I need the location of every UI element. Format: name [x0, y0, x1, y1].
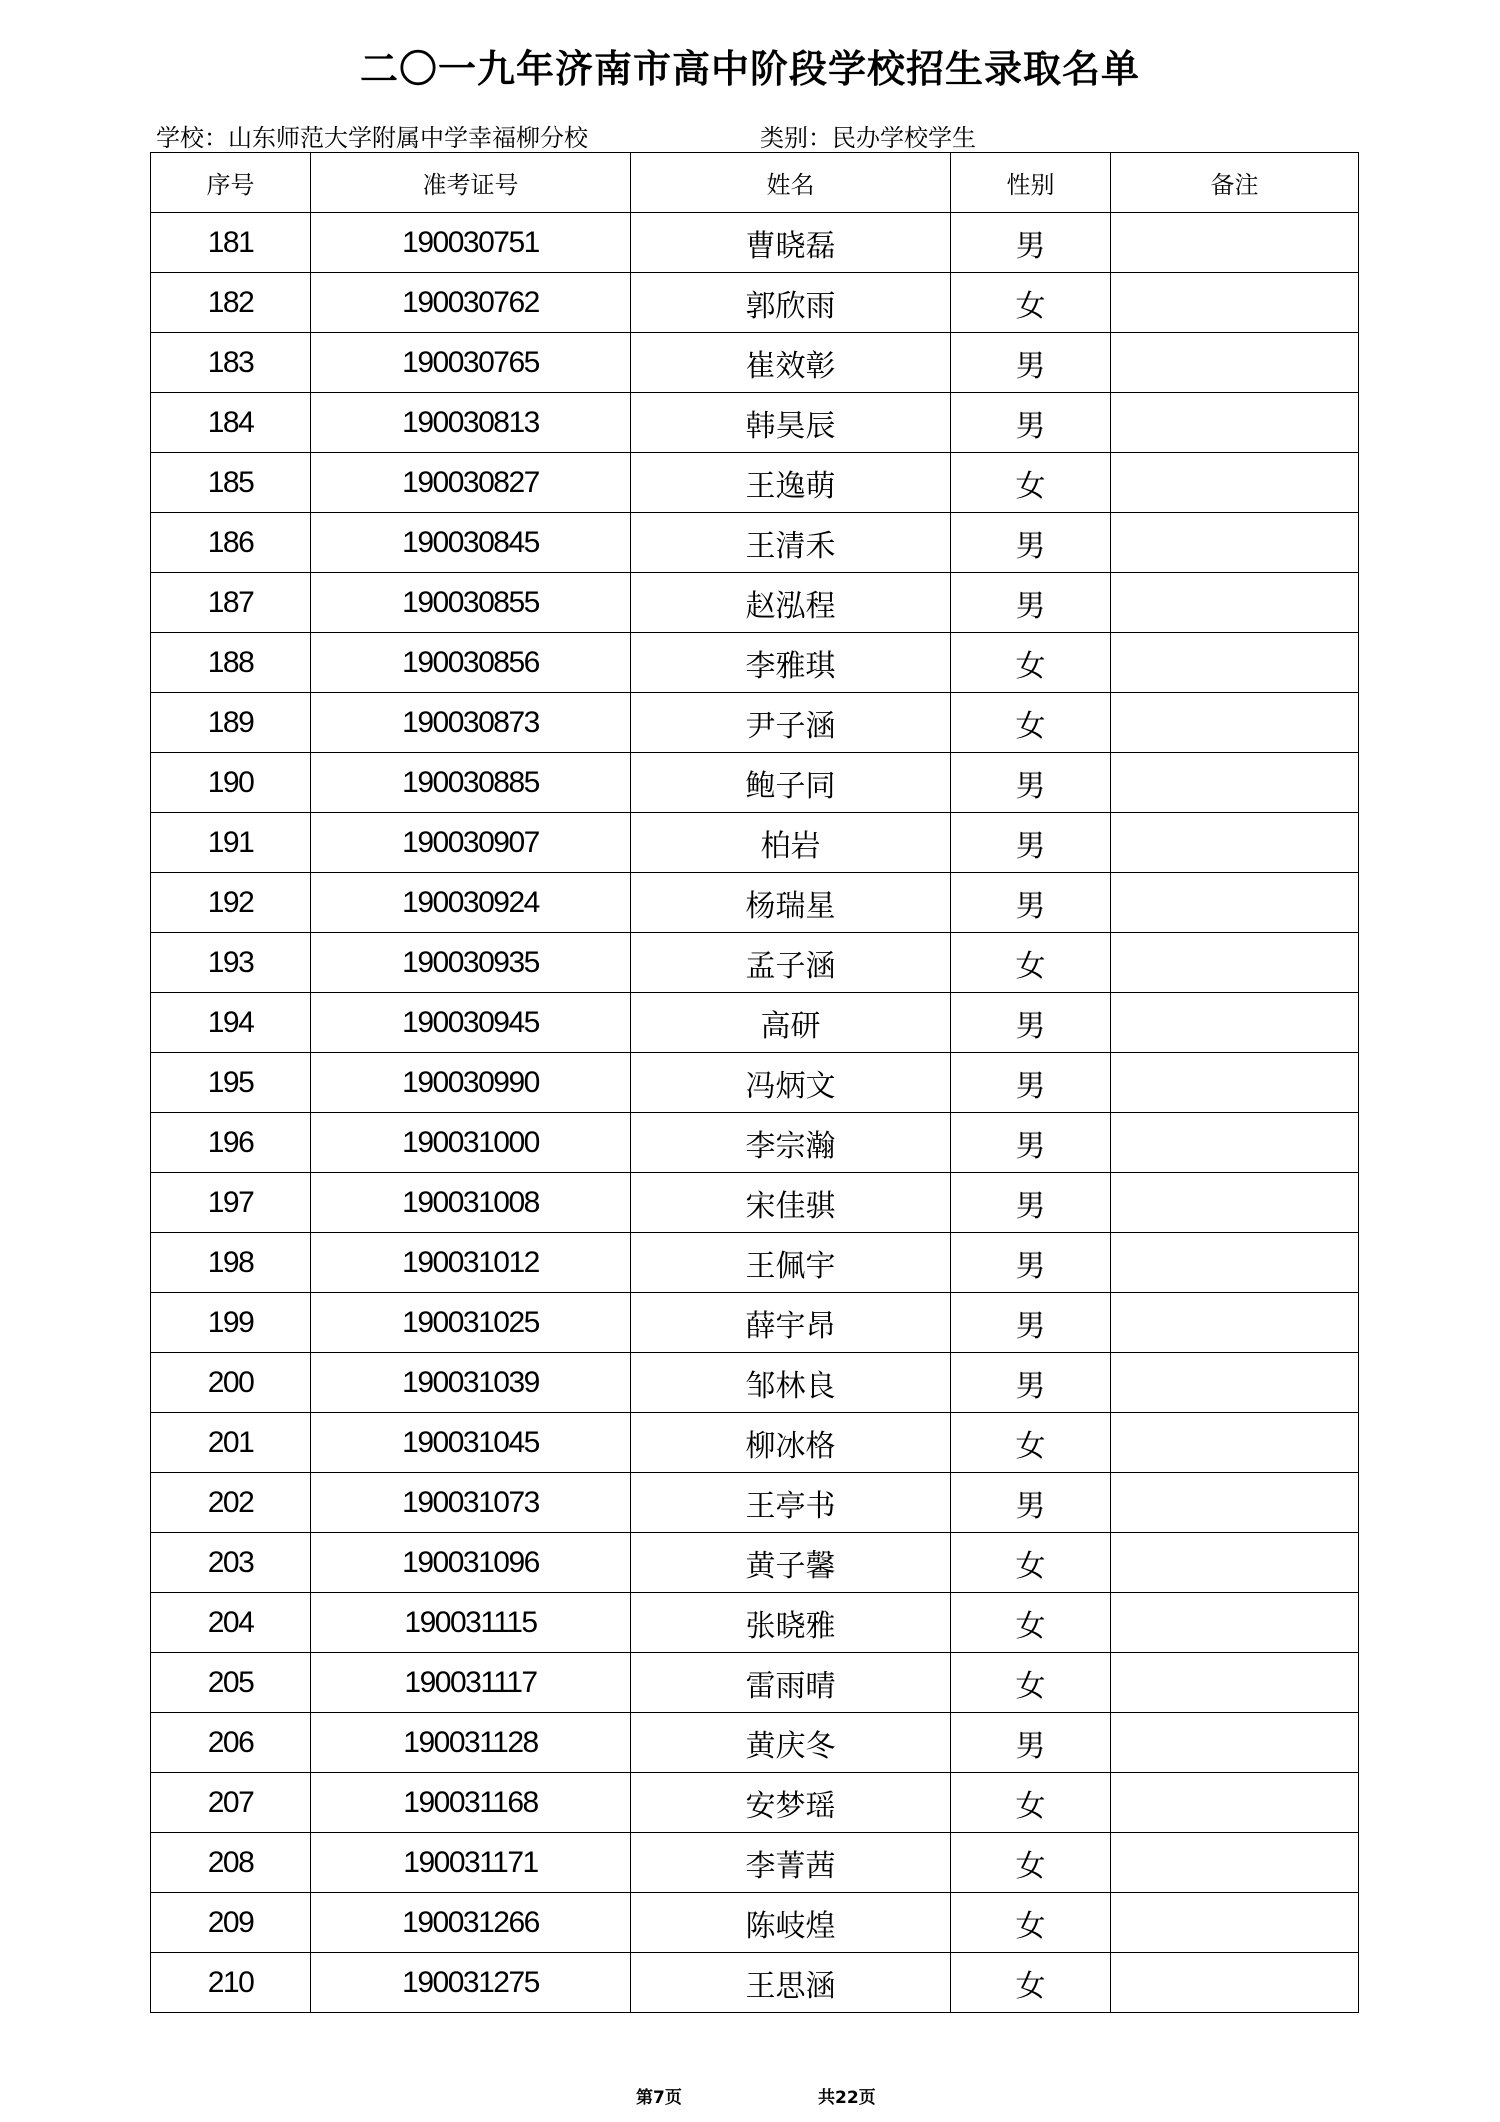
cell-gender: 女	[951, 933, 1111, 993]
cell-name: 陈岐煌	[631, 1893, 951, 1953]
cell-name: 柳冰格	[631, 1413, 951, 1473]
table-row	[151, 273, 1359, 333]
cell-index: 194	[151, 993, 311, 1053]
table-row	[151, 1173, 1359, 1233]
cell-exam-id: 190030813	[311, 393, 631, 453]
admission-table	[150, 152, 1359, 2013]
cell-name: 张晓雅	[631, 1593, 951, 1653]
cell-exam-id: 190031266	[311, 1893, 631, 1953]
cell-exam-id: 190031045	[311, 1413, 631, 1473]
cell-index: 192	[151, 873, 311, 933]
cell-exam-id: 190030762	[311, 273, 631, 333]
table-header	[151, 153, 1359, 213]
table-row	[151, 933, 1359, 993]
cell-remark	[1111, 1653, 1359, 1713]
cell-exam-id: 190030845	[311, 513, 631, 573]
cell-remark	[1111, 813, 1359, 873]
cell-index: 186	[151, 513, 311, 573]
cell-gender: 女	[951, 1833, 1111, 1893]
cell-exam-id: 190030885	[311, 753, 631, 813]
cell-gender: 女	[951, 693, 1111, 753]
table-row	[151, 393, 1359, 453]
cell-gender: 男	[951, 213, 1111, 273]
cell-exam-id: 190031000	[311, 1113, 631, 1173]
cell-exam-id: 190030855	[311, 573, 631, 633]
cell-remark	[1111, 1233, 1359, 1293]
page-title: 二〇一九年济南市高中阶段学校招生录取名单	[359, 47, 1140, 91]
cell-name: 冯炳文	[631, 1053, 951, 1113]
cell-exam-id: 190031115	[311, 1593, 631, 1653]
page-total: 共22页	[818, 2088, 876, 2108]
table-row	[151, 1233, 1359, 1293]
cell-index: 183	[151, 333, 311, 393]
cell-remark	[1111, 1293, 1359, 1353]
cell-exam-id: 190030751	[311, 213, 631, 273]
cell-remark	[1111, 873, 1359, 933]
cell-name: 崔效彰	[631, 333, 951, 393]
cell-name: 孟子涵	[631, 933, 951, 993]
cell-index: 202	[151, 1473, 311, 1533]
cell-remark	[1111, 1353, 1359, 1413]
cell-remark	[1111, 633, 1359, 693]
table-row	[151, 1473, 1359, 1533]
table-row	[151, 213, 1359, 273]
cell-exam-id: 190031073	[311, 1473, 631, 1533]
cell-gender: 女	[951, 1893, 1111, 1953]
table-row	[151, 1293, 1359, 1353]
cell-exam-id: 190031117	[311, 1653, 631, 1713]
cell-gender: 男	[951, 1473, 1111, 1533]
cell-gender: 女	[951, 1593, 1111, 1653]
column-header-name: 姓名	[631, 153, 951, 213]
cell-name: 郭欣雨	[631, 273, 951, 333]
cell-remark	[1111, 573, 1359, 633]
cell-gender: 女	[951, 1653, 1111, 1713]
cell-exam-id: 190030827	[311, 453, 631, 513]
table-row	[151, 1833, 1359, 1893]
category-label: 类别：民办学校学生	[760, 124, 976, 152]
cell-index: 193	[151, 933, 311, 993]
cell-name: 曹晓磊	[631, 213, 951, 273]
cell-remark	[1111, 453, 1359, 513]
cell-index: 189	[151, 693, 311, 753]
cell-gender: 男	[951, 333, 1111, 393]
cell-remark	[1111, 993, 1359, 1053]
cell-exam-id: 190031025	[311, 1293, 631, 1353]
cell-remark	[1111, 333, 1359, 393]
table-row	[151, 1773, 1359, 1833]
cell-remark	[1111, 393, 1359, 453]
cell-name: 黄庆冬	[631, 1713, 951, 1773]
cell-exam-id: 190031012	[311, 1233, 631, 1293]
column-header-remark: 备注	[1111, 153, 1359, 213]
cell-name: 李菁茜	[631, 1833, 951, 1893]
cell-gender: 女	[951, 453, 1111, 513]
cell-remark	[1111, 213, 1359, 273]
cell-index: 210	[151, 1953, 311, 2013]
cell-exam-id: 190031039	[311, 1353, 631, 1413]
cell-name: 尹子涵	[631, 693, 951, 753]
cell-exam-id: 190030935	[311, 933, 631, 993]
table-row	[151, 513, 1359, 573]
cell-name: 薛宇昂	[631, 1293, 951, 1353]
cell-gender: 女	[951, 1953, 1111, 2013]
column-header-gender: 性别	[951, 153, 1111, 213]
cell-gender: 男	[951, 1113, 1111, 1173]
cell-remark	[1111, 1113, 1359, 1173]
cell-remark	[1111, 1833, 1359, 1893]
cell-gender: 男	[951, 1173, 1111, 1233]
cell-remark	[1111, 513, 1359, 573]
cell-exam-id: 190030945	[311, 993, 631, 1053]
cell-remark	[1111, 1953, 1359, 2013]
table-row	[151, 1053, 1359, 1113]
column-header-index: 序号	[151, 153, 311, 213]
cell-exam-id: 190030924	[311, 873, 631, 933]
cell-exam-id: 190031168	[311, 1773, 631, 1833]
cell-name: 邹林良	[631, 1353, 951, 1413]
cell-gender: 男	[951, 813, 1111, 873]
cell-index: 182	[151, 273, 311, 333]
cell-index: 206	[151, 1713, 311, 1773]
cell-gender: 女	[951, 1533, 1111, 1593]
table-row	[151, 1413, 1359, 1473]
cell-gender: 男	[951, 393, 1111, 453]
cell-index: 198	[151, 1233, 311, 1293]
table-row	[151, 753, 1359, 813]
cell-gender: 男	[951, 753, 1111, 813]
cell-remark	[1111, 1713, 1359, 1773]
cell-name: 黄子馨	[631, 1533, 951, 1593]
cell-remark	[1111, 933, 1359, 993]
page-number: 第7页	[636, 2088, 682, 2108]
cell-exam-id: 190030907	[311, 813, 631, 873]
cell-remark	[1111, 273, 1359, 333]
cell-name: 王思涵	[631, 1953, 951, 2013]
table-row	[151, 333, 1359, 393]
cell-exam-id: 190031096	[311, 1533, 631, 1593]
cell-index: 197	[151, 1173, 311, 1233]
cell-name: 宋佳骐	[631, 1173, 951, 1233]
cell-gender: 男	[951, 513, 1111, 573]
cell-gender: 女	[951, 273, 1111, 333]
cell-exam-id: 190030856	[311, 633, 631, 693]
cell-gender: 男	[951, 1353, 1111, 1413]
table-row	[151, 1653, 1359, 1713]
cell-index: 208	[151, 1833, 311, 1893]
cell-index: 203	[151, 1533, 311, 1593]
cell-remark	[1111, 1053, 1359, 1113]
cell-exam-id: 190031275	[311, 1953, 631, 2013]
table-row	[151, 453, 1359, 513]
table-row	[151, 1113, 1359, 1173]
cell-index: 181	[151, 213, 311, 273]
cell-name: 安梦瑶	[631, 1773, 951, 1833]
cell-exam-id: 190030873	[311, 693, 631, 753]
cell-gender: 男	[951, 1053, 1111, 1113]
cell-gender: 男	[951, 993, 1111, 1053]
cell-index: 191	[151, 813, 311, 873]
cell-gender: 女	[951, 1773, 1111, 1833]
table-row	[151, 633, 1359, 693]
table-row	[151, 1593, 1359, 1653]
cell-index: 207	[151, 1773, 311, 1833]
cell-gender: 男	[951, 573, 1111, 633]
table-row	[151, 1713, 1359, 1773]
cell-remark	[1111, 753, 1359, 813]
cell-index: 188	[151, 633, 311, 693]
cell-remark	[1111, 1473, 1359, 1533]
cell-exam-id: 190031171	[311, 1833, 631, 1893]
table-row	[151, 693, 1359, 753]
table-row	[151, 1893, 1359, 1953]
cell-index: 190	[151, 753, 311, 813]
cell-index: 187	[151, 573, 311, 633]
cell-remark	[1111, 1893, 1359, 1953]
cell-name: 王亭书	[631, 1473, 951, 1533]
cell-name: 雷雨晴	[631, 1653, 951, 1713]
cell-name: 赵泓程	[631, 573, 951, 633]
cell-remark	[1111, 1593, 1359, 1653]
cell-index: 205	[151, 1653, 311, 1713]
column-header-exam-id: 准考证号	[311, 153, 631, 213]
cell-name: 李宗瀚	[631, 1113, 951, 1173]
cell-gender: 女	[951, 633, 1111, 693]
cell-name: 李雅琪	[631, 633, 951, 693]
cell-name: 王逸萌	[631, 453, 951, 513]
cell-remark	[1111, 1533, 1359, 1593]
cell-exam-id: 190031008	[311, 1173, 631, 1233]
cell-gender: 女	[951, 1413, 1111, 1473]
cell-name: 杨瑞星	[631, 873, 951, 933]
table-row	[151, 813, 1359, 873]
header-row	[151, 153, 1359, 213]
cell-remark	[1111, 693, 1359, 753]
cell-exam-id: 190031128	[311, 1713, 631, 1773]
table-row	[151, 993, 1359, 1053]
cell-index: 200	[151, 1353, 311, 1413]
cell-remark	[1111, 1173, 1359, 1233]
cell-index: 184	[151, 393, 311, 453]
cell-gender: 男	[951, 1293, 1111, 1353]
school-label: 学校：山东师范大学附属中学幸福柳分校	[156, 124, 588, 152]
cell-exam-id: 190030765	[311, 333, 631, 393]
cell-index: 201	[151, 1413, 311, 1473]
table-row	[151, 1353, 1359, 1413]
cell-remark	[1111, 1773, 1359, 1833]
cell-index: 185	[151, 453, 311, 513]
cell-index: 195	[151, 1053, 311, 1113]
table-row	[151, 1953, 1359, 2013]
table-row	[151, 873, 1359, 933]
table-row	[151, 1533, 1359, 1593]
table-body	[151, 213, 1359, 2013]
cell-name: 柏岩	[631, 813, 951, 873]
cell-exam-id: 190030990	[311, 1053, 631, 1113]
cell-remark	[1111, 1413, 1359, 1473]
cell-name: 王佩宇	[631, 1233, 951, 1293]
cell-gender: 男	[951, 873, 1111, 933]
cell-index: 204	[151, 1593, 311, 1653]
cell-gender: 男	[951, 1233, 1111, 1293]
cell-index: 196	[151, 1113, 311, 1173]
cell-name: 韩昊辰	[631, 393, 951, 453]
table-row	[151, 573, 1359, 633]
cell-name: 高研	[631, 993, 951, 1053]
cell-name: 鲍子同	[631, 753, 951, 813]
cell-index: 199	[151, 1293, 311, 1353]
cell-index: 209	[151, 1893, 311, 1953]
cell-name: 王清禾	[631, 513, 951, 573]
cell-gender: 男	[951, 1713, 1111, 1773]
